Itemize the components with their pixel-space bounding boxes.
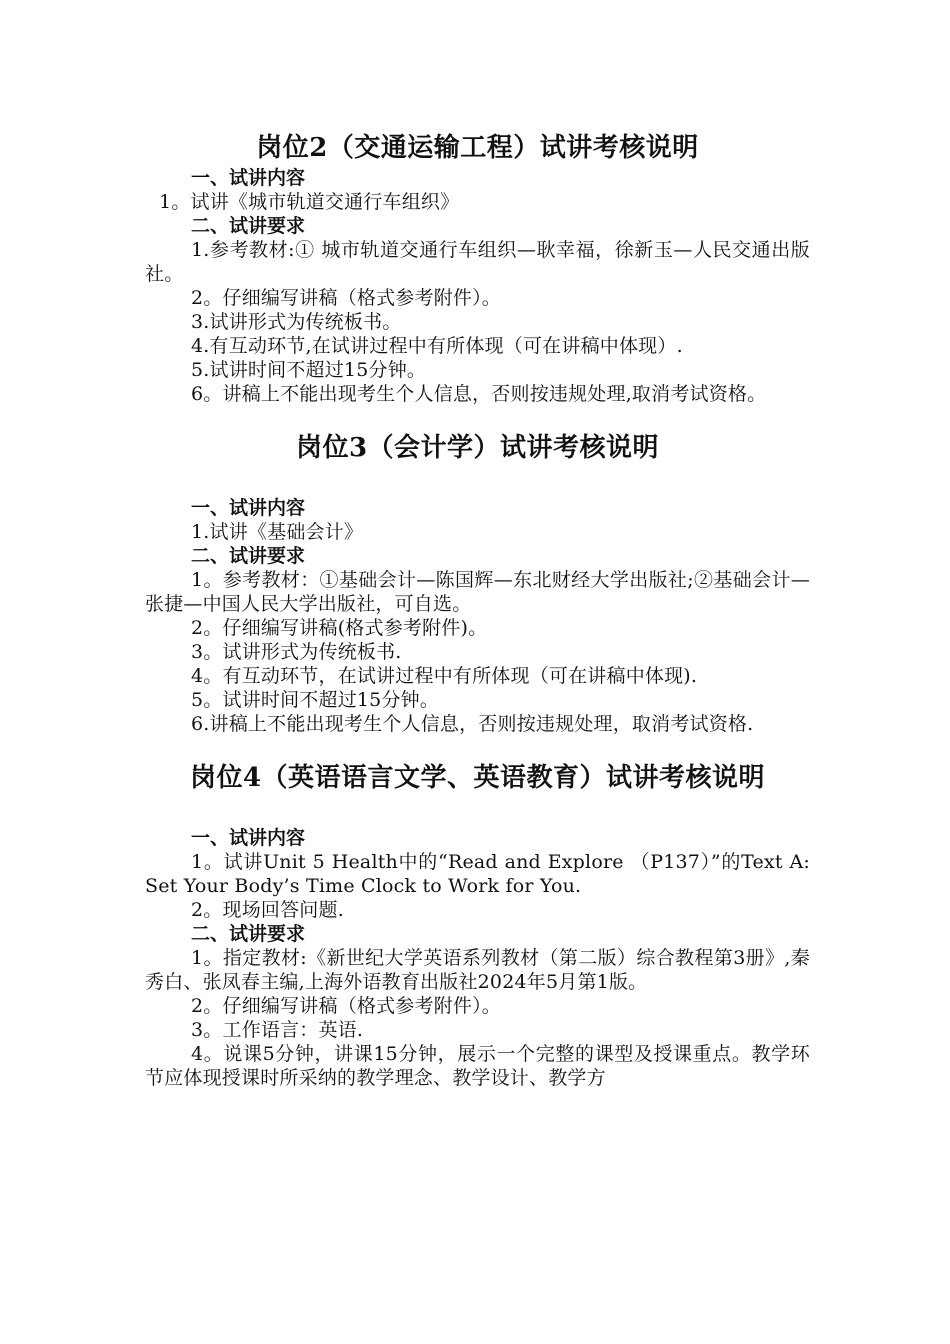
content-heading: 一、试讲内容 bbox=[191, 827, 306, 849]
section-title: 岗位3（会计学）试讲考核说明 bbox=[295, 433, 660, 463]
content-item: 2。现场回答问题. bbox=[191, 899, 344, 921]
requirements-heading: 二、试讲要求 bbox=[191, 215, 306, 237]
requirement-item: 2。仔细编写讲稿（格式参考附件）。 bbox=[191, 995, 501, 1017]
requirements-heading: 二、试讲要求 bbox=[191, 545, 306, 567]
content-item: 1.试讲《基础会计》 bbox=[191, 521, 364, 543]
requirement-item: 1。指定教材:《新世纪大学英语系列教材（第二版）综合教程第3册》,秦秀白、张凤春主编,上海外语教育出版社2024年5月第1版。 bbox=[145, 947, 810, 993]
requirement-item: 4.有互动环节,在试讲过程中有所体现（可在讲稿中体现）. bbox=[191, 335, 683, 357]
document-page bbox=[145, 130, 810, 1090]
requirement-item: 3。试讲形式为传统板书. bbox=[191, 641, 402, 663]
requirement-item: 3。工作语言：英语. bbox=[191, 1019, 364, 1041]
content-heading: 一、试讲内容 bbox=[191, 497, 306, 519]
section-post-2 bbox=[145, 130, 810, 406]
content-item: 1。试讲Unit 5 Health中的“Read and Explore （P137）”的Text A: Set Your Body’s Time Clock to Work for You. bbox=[145, 851, 810, 897]
section-title: 岗位2（交通运输工程）试讲考核说明 bbox=[256, 133, 699, 163]
requirement-item: 3.试讲形式为传统板书。 bbox=[191, 311, 402, 333]
requirements-heading: 二、试讲要求 bbox=[191, 923, 306, 945]
requirement-item: 6。讲稿上不能出现考生个人信息，否则按违规处理,取消考试资格。 bbox=[191, 383, 767, 405]
content-heading: 一、试讲内容 bbox=[191, 167, 306, 189]
requirement-item: 4。说课5分钟，讲课15分钟，展示一个完整的课型及授课重点。教学环节应体现授课时所采纳的教学理念、教学设计、教学方 bbox=[145, 1043, 810, 1089]
section-title: 岗位4（英语语言文学、英语教育）试讲考核说明 bbox=[189, 763, 766, 793]
requirement-item: 4。有互动环节，在试讲过程中有所体现（可在讲稿中体现). bbox=[191, 665, 698, 687]
requirement-item: 1。参考教材：①基础会计—陈国辉—东北财经大学出版社;②基础会计—张捷—中国人民大学出版社，可自选。 bbox=[145, 569, 810, 615]
requirement-item: 6.讲稿上不能出现考生个人信息，否则按违规处理，取消考试资格. bbox=[191, 713, 754, 735]
content-item: 1。试讲《城市轨道交通行车组织》 bbox=[159, 191, 460, 213]
requirement-item: 5。试讲时间不超过15分钟。 bbox=[191, 689, 440, 711]
requirement-item: 5.试讲时间不超过15分钟。 bbox=[191, 359, 427, 381]
section-post-3 bbox=[145, 430, 810, 736]
requirement-item: 1.参考教材:① 城市轨道交通行车组织—耿幸福，徐新玉—人民交通出版社。 bbox=[145, 239, 810, 285]
requirement-item: 2。仔细编写讲稿(格式参考附件)。 bbox=[191, 617, 488, 639]
requirement-item: 2。仔细编写讲稿（格式参考附件）。 bbox=[191, 287, 501, 309]
section-post-4 bbox=[145, 760, 810, 1090]
